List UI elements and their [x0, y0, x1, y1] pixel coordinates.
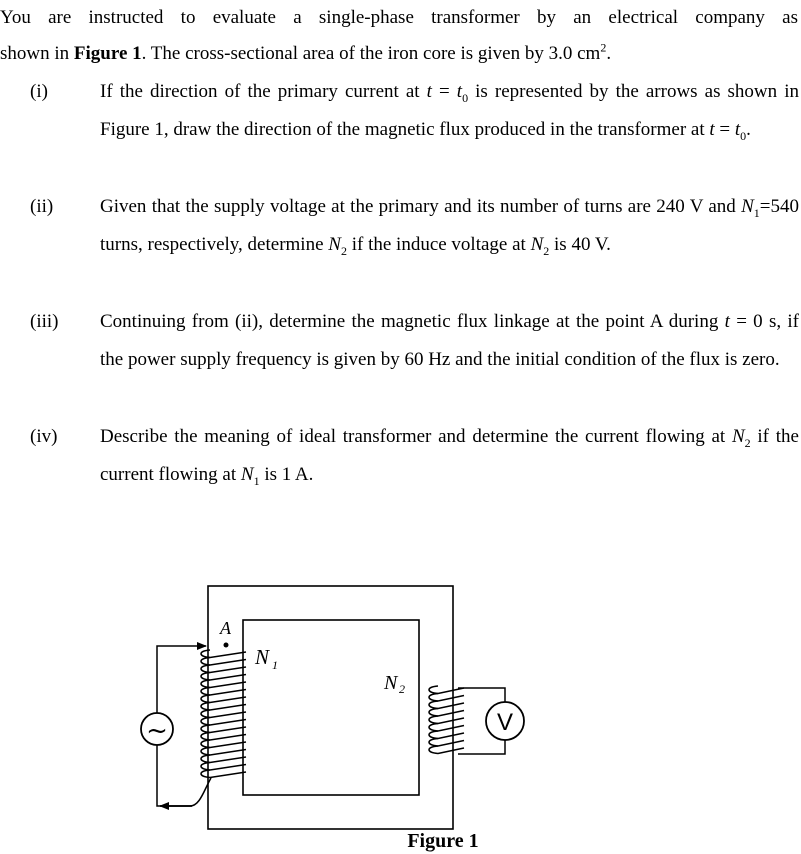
coil-turn — [429, 731, 464, 739]
point-a-label: A — [220, 618, 231, 638]
question-number: (iv) — [30, 426, 58, 447]
voltmeter-symbol: V — [496, 709, 514, 736]
coil-turn — [429, 739, 464, 747]
core-inner-outline — [243, 620, 419, 795]
coil-turn — [429, 746, 464, 754]
question-number: (iii) — [30, 311, 59, 332]
question-number: (ii) — [30, 196, 54, 217]
core-outer-outline — [208, 586, 453, 829]
transformer-diagram — [0, 540, 801, 854]
coil-turn — [429, 716, 464, 724]
question-text: Continuing from (ii), determine the magnetic flux linkage at the point A during t = 0 s, if the power supply frequency is given by 60 Hz and the initial condition of the flux is zero. — [100, 311, 799, 370]
question-number: (i) — [30, 81, 48, 102]
problem-intro — [0, 0, 798, 72]
coil-turn — [429, 686, 464, 694]
coil-turn — [429, 709, 464, 717]
n1-label: N — [255, 645, 270, 669]
coil-turn — [429, 701, 464, 709]
intro-line-2: shown in Figure 1. The cross-sectional area of the iron core is given by 3.0 $cm^2$. — [0, 40, 612, 64]
question-text: Describe the meaning of ideal transformer and determine the current flowing at $N_2$ if the current flowing at $N_1$ is 1 A. — [100, 426, 799, 488]
coil-turn — [429, 724, 464, 732]
coil-turn — [429, 694, 464, 702]
figure-reference: Figure 1 — [73, 43, 142, 64]
ac-source-symbol: ~ — [146, 716, 168, 746]
n2-label-subscript: 2 — [399, 682, 405, 696]
primary-current-arrow-in — [157, 646, 206, 714]
secondary-coil — [429, 686, 464, 754]
n2-label: N — [384, 672, 398, 694]
point-a-dot — [224, 643, 229, 648]
secondary-lead-bottom — [458, 740, 505, 754]
n1-label-subscript: 1 — [272, 658, 278, 672]
figure-caption: Figure 1 — [407, 830, 479, 852]
question-text: If the direction of the primary current at $t = t_0$ is represented by the arrows as shown in Figure 1, draw the direction of the magnetic flux produced in the transformer at $t = t_0$. — [100, 81, 800, 143]
intro-line-1: You are instructed to evaluate a single-phase transformer by an electrical company as — [0, 7, 798, 28]
secondary-lead-top — [458, 688, 505, 702]
question-text: Given that the supply voltage at the primary and its number of turns are 240 V and $N_1=540$ turns, respectively, determine $N_2$ if the induce voltage at $N_2$ is 40 V. — [100, 196, 799, 258]
